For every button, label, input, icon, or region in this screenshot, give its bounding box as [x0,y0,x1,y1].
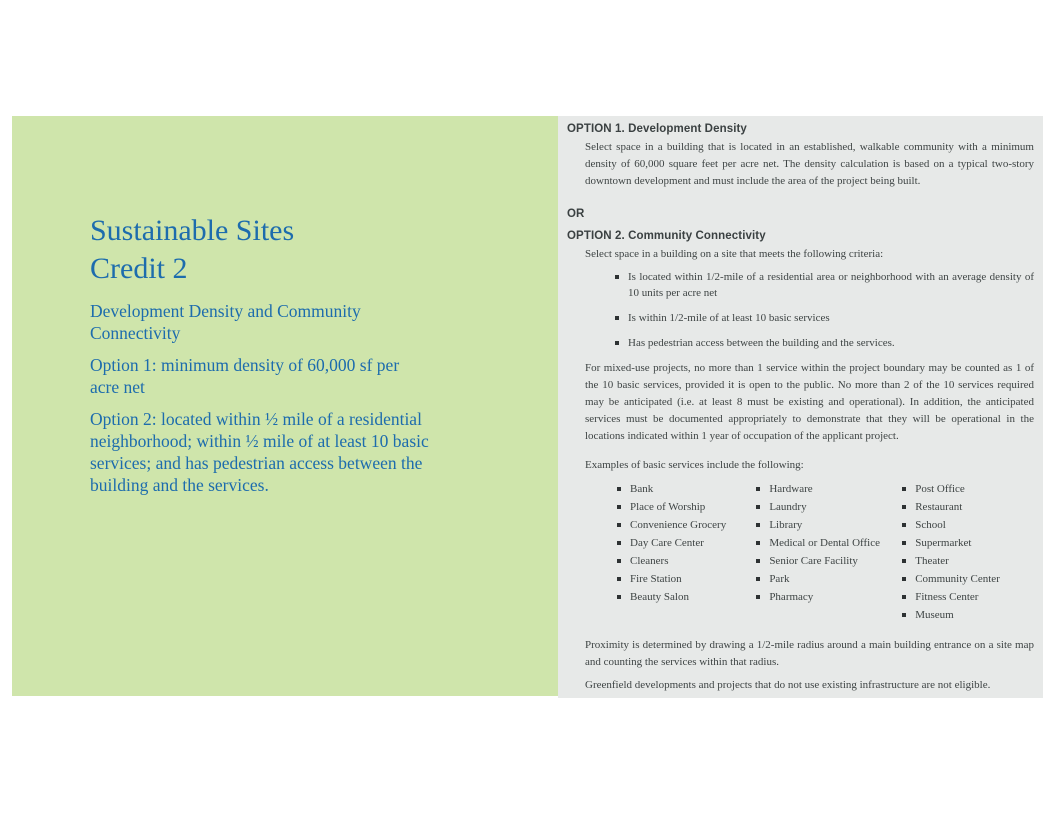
proximity-paragraph: Proximity is determined by drawing a 1/2-mile radius around a main building entrance on a site map and counting the services within that radius. [585,639,1034,668]
bullet-square-icon [617,541,621,545]
service-item [902,607,1034,624]
bullet-square-icon [756,505,760,509]
service-item [617,517,756,534]
service-item [756,571,902,588]
bullet-square-icon [902,595,906,599]
criteria-item-text: Is located within 1/2-mile of a residential area or neighborhood with an average density of 10 units per acre net [628,271,1034,299]
service-item [902,535,1034,552]
bullet-square-icon [902,559,906,563]
service-label: Day Care Center [630,537,704,549]
bullet-square-icon [617,559,621,563]
service-item [902,571,1034,588]
criteria-item [615,335,1034,351]
bullet-square-icon [615,316,619,320]
bullet-square-icon [615,341,619,345]
service-item [756,553,902,570]
bullet-square-icon [756,541,760,545]
service-item [756,535,902,552]
bullet-square-icon [617,487,621,491]
service-item [902,553,1034,570]
service-label: Library [769,519,803,531]
slide-subtitle: Development Density and Community Connectivity [90,301,361,343]
service-label: Pharmacy [769,591,814,603]
service-item [617,481,756,498]
bullet-square-icon [615,275,619,279]
services-column-3 [902,481,1034,625]
or-label: OR [567,208,585,220]
bullet-square-icon [902,541,906,545]
criteria-item [615,310,1034,326]
service-label: School [915,519,946,531]
bullet-square-icon [756,595,760,599]
option1-heading: OPTION 1. Development Density [567,123,747,135]
bullet-square-icon [756,577,760,581]
greenfield-paragraph: Greenfield developments and projects that do not use existing infrastructure are not eligible. [585,679,991,691]
bullet-square-icon [617,595,621,599]
service-item [902,517,1034,534]
service-item [617,571,756,588]
criteria-item-text: Is within 1/2-mile of at least 10 basic services [628,312,830,324]
service-label: Fire Station [630,573,682,585]
slide-title-line1: Sustainable Sites [90,214,295,247]
bullet-square-icon [617,577,621,581]
service-label: Hardware [769,483,813,495]
service-label: Place of Worship [630,501,706,513]
left-option1-summary: Option 1: minimum density of 60,000 sf per acre net [90,355,400,397]
bullet-square-icon [902,505,906,509]
service-label: Theater [915,555,949,567]
service-label: Museum [915,609,954,621]
service-item [617,589,756,606]
left-panel [12,116,558,696]
service-label: Convenience Grocery [630,519,727,531]
service-item [617,535,756,552]
bullet-square-icon [902,487,906,491]
slide-title [90,212,518,288]
bullet-square-icon [756,487,760,491]
services-columns [617,481,1034,625]
service-label: Beauty Salon [630,591,689,603]
option1-body: Select space in a building that is located in an established, walkable community with a minimum density of 60,000 square feet per acre net. The density calculation is based on a typical two-story downtown development and must include the area of the project being built. [585,141,1034,187]
bullet-square-icon [902,613,906,617]
service-item [617,499,756,516]
service-label: Park [769,573,790,585]
service-item [756,499,902,516]
service-item [902,481,1034,498]
criteria-item [615,269,1034,301]
bullet-square-icon [756,523,760,527]
slide-title-line2: Credit 2 [90,252,188,285]
service-label: Community Center [915,573,1000,585]
service-label: Laundry [769,501,807,513]
examples-intro: Examples of basic services include the following: [585,459,804,471]
service-label: Supermarket [915,537,972,549]
service-item [902,499,1034,516]
service-item [617,553,756,570]
service-label: Medical or Dental Office [769,537,880,549]
right-panel [558,116,1043,698]
option2-heading: OPTION 2. Community Connectivity [567,230,766,242]
mixed-use-paragraph: For mixed-use projects, no more than 1 service within the project boundary may be counted as 1 of the 10 basic services, provided it is open to the public. No more than 2 of the 10 services required may be anticipated (i.e. at least 8 must be existing and operational). In addition, the anticipated services must be documented appropriately to demonstrate that they will be operational in the locations indicated within 1 year of occupation of the applicant project. [585,362,1034,442]
services-column-1 [617,481,756,625]
service-label: Cleaners [630,555,669,567]
option2-intro: Select space in a building on a site that meets the following criteria: [585,248,884,260]
service-label: Senior Care Facility [769,555,858,567]
slide [12,116,1043,698]
bullet-square-icon [756,559,760,563]
criteria-item-text: Has pedestrian access between the building and the services. [628,337,895,349]
bullet-square-icon [617,505,621,509]
service-item [756,589,902,606]
services-column-2 [756,481,902,625]
service-label: Post Office [915,483,965,495]
bullet-square-icon [902,523,906,527]
left-option2-summary: Option 2: located within ½ mile of a residential neighborhood; within ½ mile of at least 10 basic services; and has pedestrian access between the building and the services. [90,409,429,495]
service-item [756,481,902,498]
service-label: Bank [630,483,654,495]
service-label: Restaurant [915,501,963,513]
service-item [902,589,1034,606]
bullet-square-icon [902,577,906,581]
criteria-list [615,269,1034,351]
service-label: Fitness Center [915,591,979,603]
service-item [756,517,902,534]
bullet-square-icon [617,523,621,527]
